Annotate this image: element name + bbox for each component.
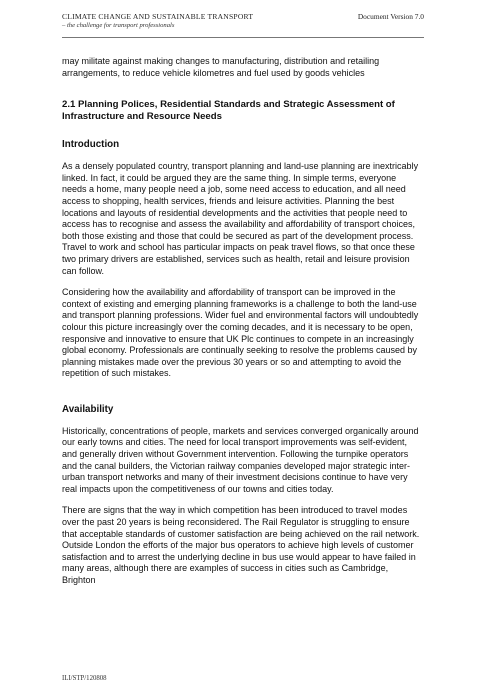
availability-paragraph-1: Historically, concentrations of people, markets and services converged organically around our early towns and cities. The need for local transport improvements was self-evident, and generally driven without Government intervention. Following the turnpike operators and the canal builders, the Victorian railway companies developed major strategic inter-urban transport networks and many of their investment decisions continue to have very real impacts upon the competitiveness of our towns and cities today. [62, 425, 419, 494]
introduction-heading: Introduction [62, 139, 120, 151]
introduction-paragraph-1: As a densely populated country, transport planning and land-use planning are inextricably linked. In fact, it could be argued they are the same thing. In simple terms, everyone needs a home, many people need a job, some need access to education, and all need access to shopping, health services, friends and leisure activities. Planning the best locations and layouts of residential developments and the activities that people need to access has to recognise and assess the availability and affordability of transport choices, both those existing and those that could be secured as part of the development process. Travel to work and school has particular impacts on peak travel flows, so that once these two primary drivers are established, services such as health, retail and leisure provision can follow. [62, 161, 419, 276]
page-header [62, 12, 253, 29]
document-body [62, 44, 422, 587]
section-heading: 2.1 Planning Polices, Residential Standards and Strategic Assessment of Infrastructure and Resource Needs [62, 99, 395, 123]
document-version: Document Version 7.0 [357, 12, 424, 21]
intro-continuation-paragraph: may militate against making changes to manufacturing, distribution and retailing arrangements, to reduce vehicle kilometres and fuel used by goods vehicles [62, 56, 380, 78]
footer-code: ILI/STP/120808 [62, 675, 107, 682]
availability-paragraph-2: There are signs that the way in which competition has been introduced to travel modes over the past 20 years is being reconsidered. The Rail Regulator is struggling to ensure that acceptable standards of customer satisfaction are being achieved on the rail network. Outside London the efforts of the major bus operators to achieve high levels of customer satisfaction and to arrest the underlying decline in bus use would appear to have failed in many areas, although there are examples of success in cities such as Cambridge, Brighton [62, 505, 420, 585]
header-subtitle: – the challenge for transport professionals [62, 22, 175, 29]
header-divider [62, 37, 424, 38]
introduction-paragraph-2: Considering how the availability and affordability of transport can be improved in the context of existing and emerging planning frameworks is a challenge to both the land-use and transport planning professions. Wider fuel and environmental factors will undoubtedly colour this picture increasingly over the coming decades, and it is necessary to be open, responsive and innovative to ensure that UK Plc continues to compete in an increasingly global economy. Professionals are continually seeking to resolve the problems caused by planning mistakes made over the previous 30 years or so and attempting to avoid the repetition of such mistakes. [62, 287, 419, 379]
availability-heading: Availability [62, 403, 114, 415]
header-title: CLIMATE CHANGE AND SUSTAINABLE TRANSPORT [62, 12, 254, 21]
